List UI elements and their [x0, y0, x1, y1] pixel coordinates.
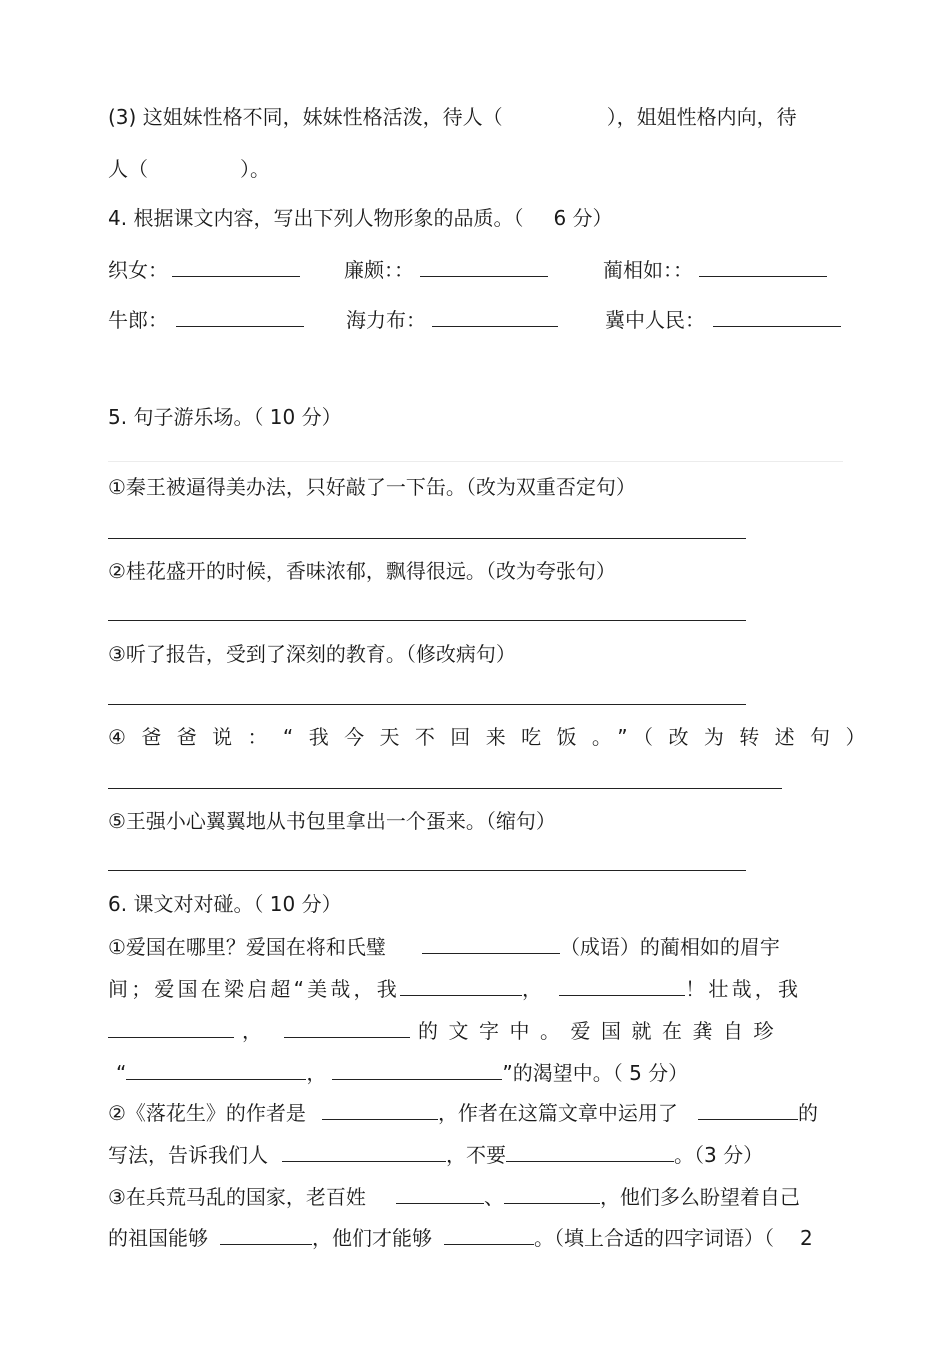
answer-blank[interactable] [432, 306, 558, 327]
q4-label-hailibu: 海力布： [346, 308, 426, 332]
q6-text: ①爱国在哪里？爱国在将和氏璧 [108, 935, 386, 959]
q6-p2-line-1 [108, 1099, 818, 1126]
answer-blank[interactable] [284, 1017, 410, 1038]
answer-blank[interactable] [559, 975, 685, 996]
q4-label-niulang: 牛郎： [108, 308, 168, 332]
answer-blank[interactable] [504, 1183, 600, 1204]
q4-label-jizhong: 冀中人民： [605, 308, 705, 332]
q6-text: 间；爱国在梁启超“美哉，我 [108, 977, 400, 1001]
q6-text: 、 [483, 1185, 504, 1209]
q6-text: 的文字中。爱国就在龚自珍 [418, 1019, 784, 1043]
q6-p1-line-3 [108, 1017, 784, 1044]
q6-text: 。（3 分） [674, 1143, 764, 1167]
answer-blank[interactable] [396, 1183, 484, 1204]
q6-text: ， [242, 1019, 262, 1043]
q6-p1-line-4 [116, 1059, 688, 1086]
q4-label-zhinv: 织女： [108, 258, 168, 282]
q4-item-hailibu [346, 306, 558, 333]
divider [108, 461, 843, 462]
q4-item-zhinv [108, 256, 300, 283]
answer-blank[interactable] [400, 975, 522, 996]
answer-blank[interactable] [322, 1099, 438, 1120]
answer-blank[interactable] [698, 1099, 798, 1120]
answer-blank[interactable] [420, 256, 548, 277]
q4-item-lianpo [344, 256, 548, 283]
q4-label-linxiangru: 蔺相如：： [603, 258, 693, 282]
q6-p1-line-1 [108, 933, 780, 960]
q6-p3-line-1 [108, 1183, 800, 1210]
answer-line[interactable] [108, 620, 746, 621]
q5-item-4: ④爸爸说：“我今天不回来吃饭。”（改为转述句） [108, 725, 881, 749]
q3-text-b: ），姐姐性格内向，待 [606, 105, 797, 129]
q6-p1-line-2 [108, 975, 801, 1002]
answer-blank[interactable] [422, 933, 560, 954]
q3-text-c: 人（ [108, 157, 148, 181]
answer-blank[interactable] [332, 1059, 502, 1080]
q6-text: ！壮哉，我 [685, 977, 802, 1001]
q6-p3-line-2 [108, 1224, 813, 1251]
q4-item-linxiangru [603, 256, 827, 283]
q5-title: 5. 句子游乐场。（ 10 分） [108, 405, 342, 429]
q6-text: 的 [797, 1101, 818, 1125]
q6-text: ③在兵荒马乱的国家，老百姓 [108, 1185, 366, 1209]
q4-item-niulang [108, 306, 304, 333]
q5-item-5: ⑤王强小心翼翼地从书包里拿出一个蛋来。（缩句） [108, 809, 556, 833]
q6-text: “ [116, 1061, 127, 1085]
q6-p2-line-2 [108, 1141, 763, 1168]
q6-text: 2 [800, 1226, 813, 1250]
q6-text: 的祖国能够 [108, 1226, 208, 1250]
q3-line-1 [108, 104, 797, 130]
q6-title: 6. 课文对对碰。（ 10 分） [108, 892, 342, 916]
q3-line-2 [108, 156, 270, 182]
q4-label-lianpo: 廉颇：： [344, 258, 414, 282]
answer-line[interactable] [108, 788, 782, 789]
q3-text-a: (3) 这姐妹性格不同，妹妹性格活泼，待人（ [108, 105, 503, 129]
q5-item-1: ①秦王被逼得美办法，只好敲了一下缶。（改为双重否定句） [108, 475, 636, 499]
q5-item-3: ③听了报告，受到了深刻的教育。（修改病句） [108, 642, 516, 666]
q6-text: ②《落花生》的作者是 [108, 1101, 306, 1125]
q4-title-text: 4. 根据课文内容，写出下列人物形象的品质。（ [108, 206, 524, 230]
answer-line[interactable] [108, 870, 746, 871]
q6-text: 。（填上合适的四字词语）（ [534, 1226, 774, 1250]
answer-line[interactable] [108, 704, 746, 705]
answer-blank[interactable] [699, 256, 827, 277]
q6-text: ，他们多么盼望着自己 [599, 1185, 800, 1209]
q6-text: ， [306, 1061, 327, 1085]
answer-blank[interactable] [126, 1059, 306, 1080]
answer-line[interactable] [108, 538, 746, 539]
q4-title [108, 205, 613, 231]
answer-blank[interactable] [220, 1224, 312, 1245]
answer-blank[interactable] [444, 1224, 534, 1245]
answer-blank[interactable] [506, 1141, 674, 1162]
q6-text: 写法，告诉我们人 [108, 1143, 268, 1167]
answer-blank[interactable] [172, 256, 300, 277]
q4-score: 6 分） [553, 206, 613, 230]
q4-item-jizhong [605, 306, 841, 333]
answer-blank[interactable] [176, 306, 304, 327]
q5-item-2: ②桂花盛开的时候，香味浓郁，飘得很远。（改为夸张句） [108, 559, 616, 583]
q6-text: ，他们才能够 [312, 1226, 432, 1250]
q6-text: （成语）的蔺相如的眉宇 [559, 935, 780, 959]
answer-blank[interactable] [713, 306, 841, 327]
answer-blank[interactable] [108, 1017, 234, 1038]
answer-blank[interactable] [282, 1141, 446, 1162]
q6-text: ，不要 [446, 1143, 506, 1167]
q6-text: ”的渴望中。（ 5 分） [502, 1061, 689, 1085]
q6-text: ， [521, 977, 546, 1001]
q6-text: ，作者在这篇文章中运用了 [437, 1101, 678, 1125]
q3-text-d: ）。 [240, 157, 270, 181]
